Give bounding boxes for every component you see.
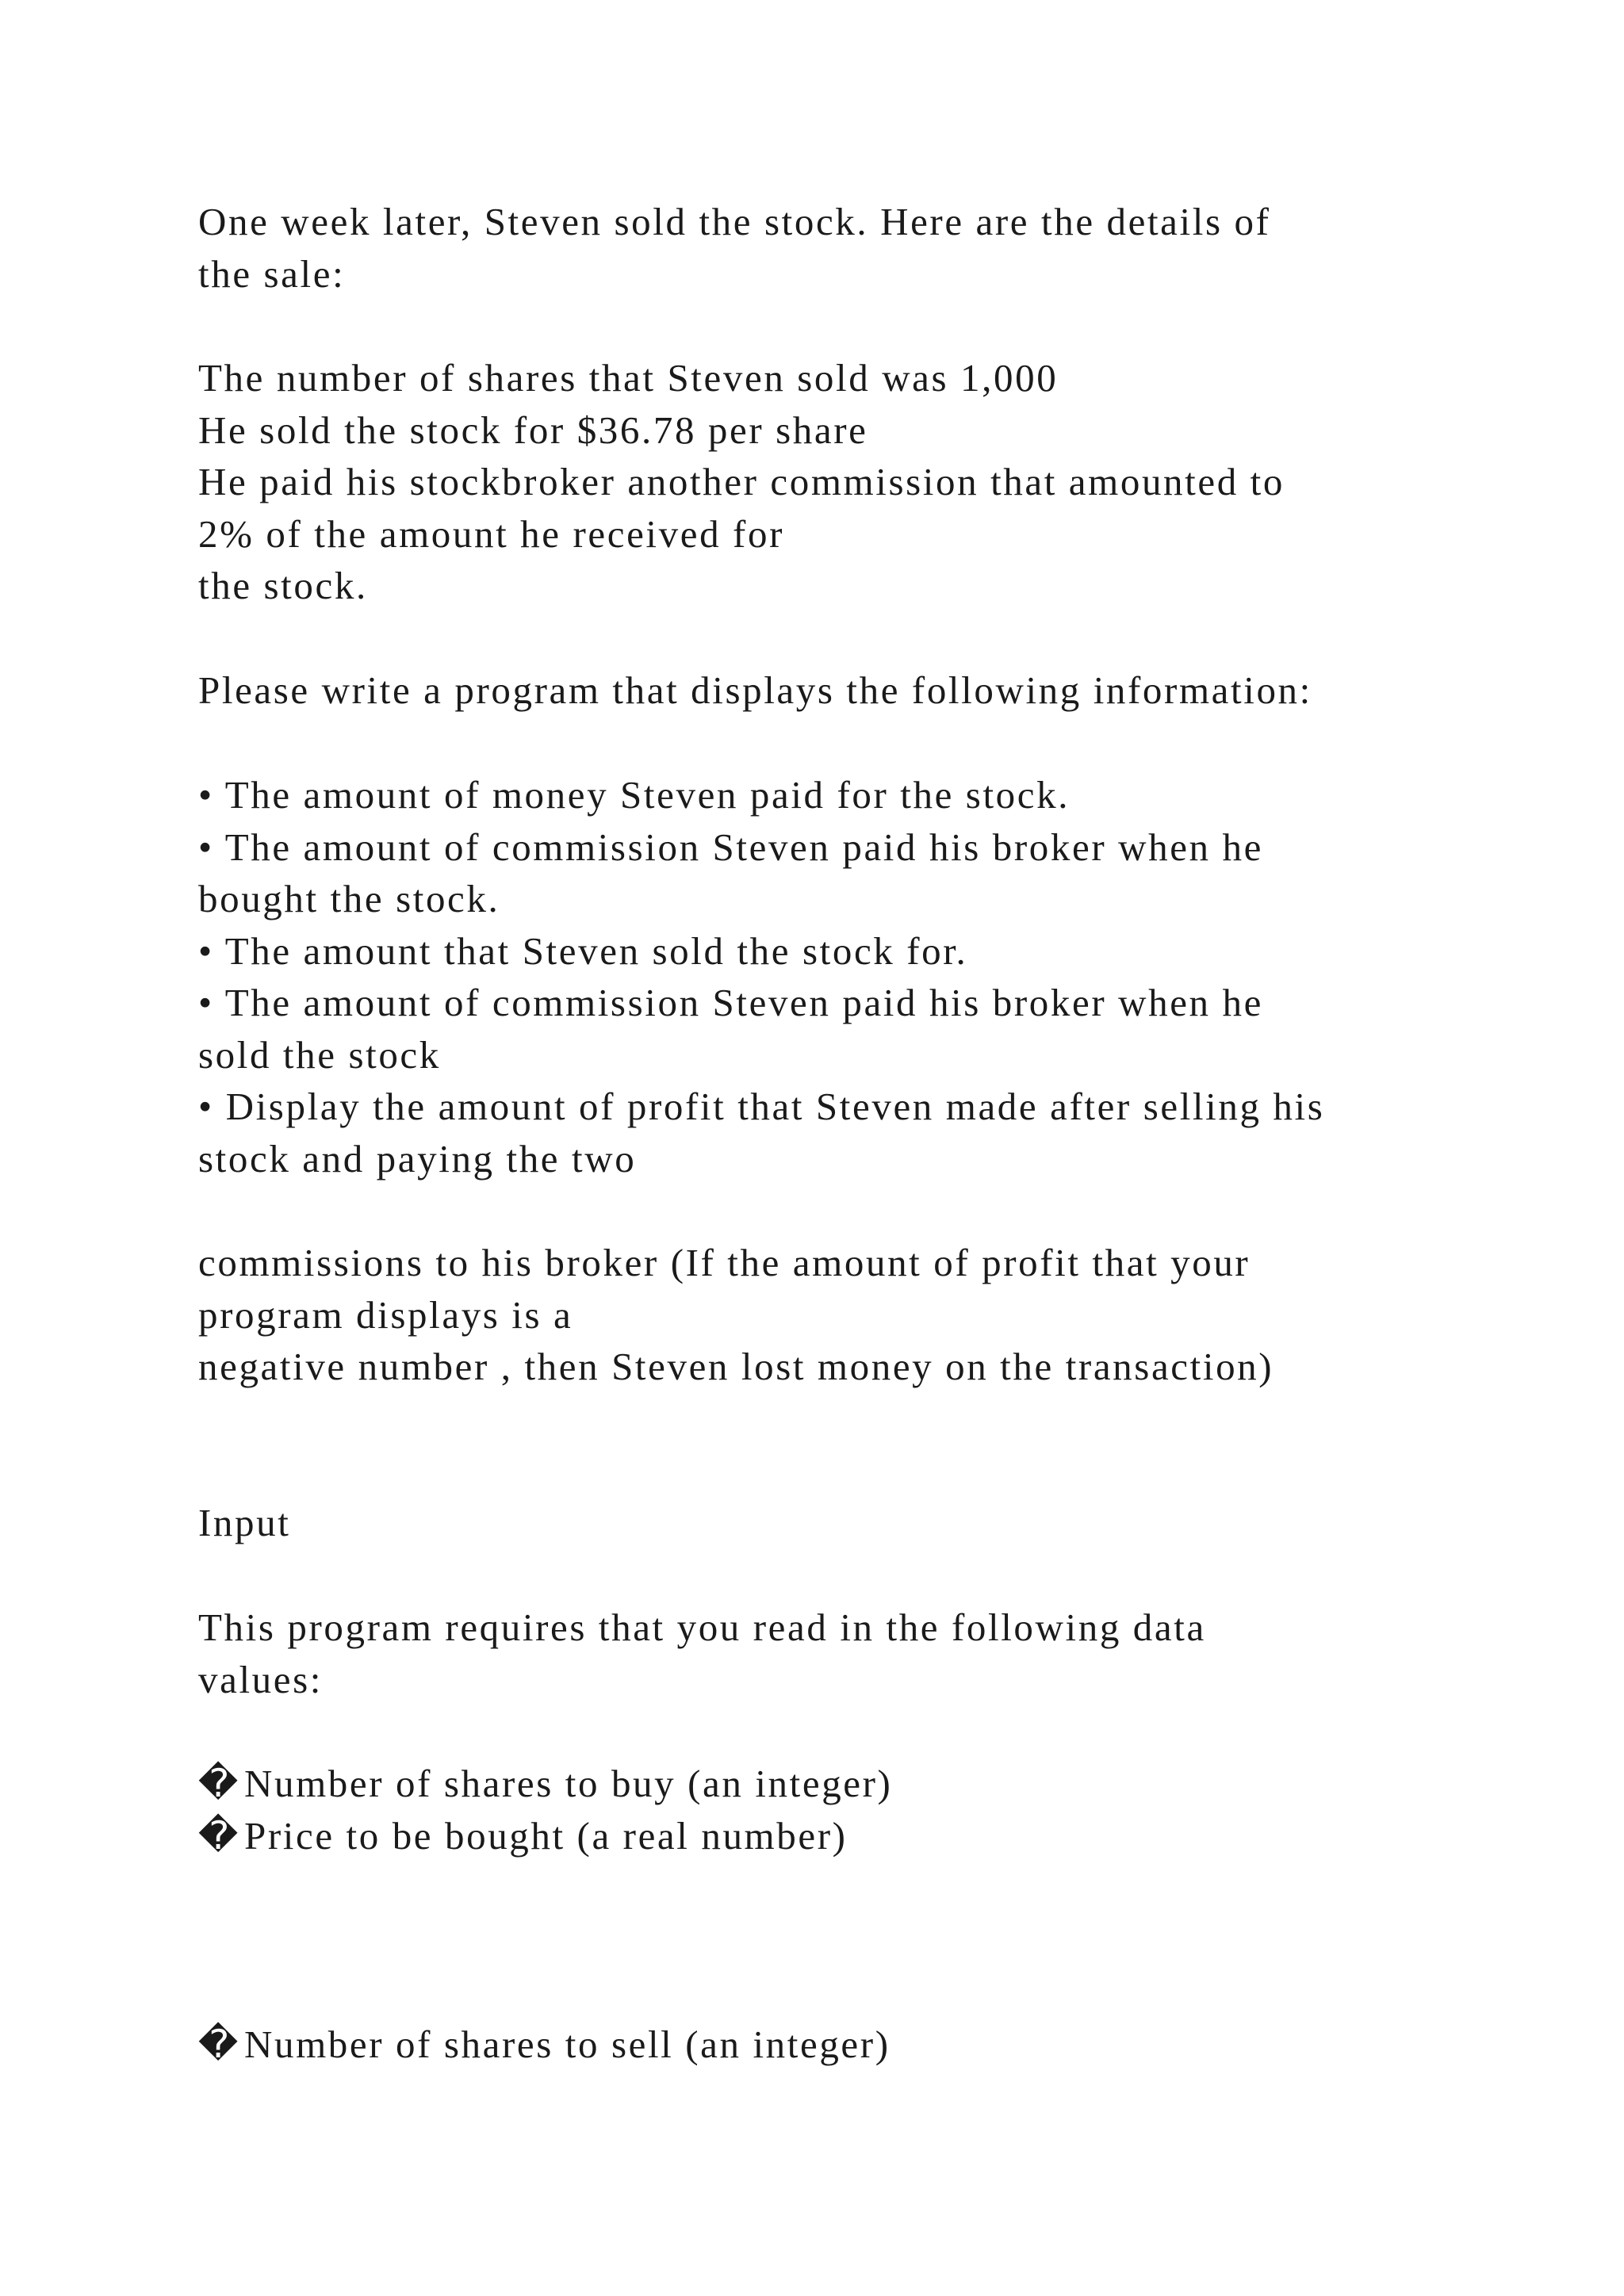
bullet-item: • The amount that Steven sold the stock for. [198, 928, 968, 973]
bullet-item: • Display the amount of profit that Steven made after selling his [198, 1085, 1325, 1128]
paragraph-request [198, 664, 1483, 717]
replacement-char-icon: � [198, 1761, 240, 1806]
input-list-continued [198, 2019, 1483, 2071]
input-item-text: Number of shares to buy (an integer) [244, 1762, 893, 1805]
text-line: the stock. [198, 564, 368, 607]
paragraph-sale-details [198, 352, 1483, 612]
text-line: the sale: [198, 251, 346, 296]
text-line: negative number , then Steven lost money on the transaction) [198, 1345, 1274, 1388]
bullet-item: • The amount of money Steven paid for the stock. [198, 773, 1071, 817]
text-line: This program requires that you read in the following data [198, 1605, 1206, 1649]
paragraph-commissions [198, 1237, 1483, 1393]
text-line: He sold the stock for $36.78 per share [198, 408, 868, 452]
replacement-char-icon: � [198, 1812, 240, 1858]
bullet-item: • The amount of commission Steven paid his broker when he [198, 825, 1263, 869]
text-line: One week later, Steven sold the stock. Here are the details of [198, 200, 1271, 243]
heading-text: Input [198, 1501, 291, 1544]
input-item [198, 1810, 1483, 1862]
text-line: commissions to his broker (If the amount of profit that your [198, 1241, 1251, 1284]
text-line: values: [198, 1657, 323, 1701]
paragraph-sale-intro [198, 196, 1483, 300]
input-item-text: Number of shares to sell (an integer) [244, 2022, 891, 2066]
text-line: Please write a program that displays the following information: [198, 668, 1312, 712]
text-line: program displays is a [198, 1292, 573, 1337]
bullet-item-continuation: stock and paying the two [198, 1136, 637, 1181]
input-item [198, 2019, 1483, 2071]
bullet-item: • The amount of commission Steven paid his broker when he [198, 981, 1263, 1024]
text-line: He paid his stockbroker another commission that amounted to [198, 460, 1285, 503]
paragraph-input-intro [198, 1601, 1483, 1705]
input-list [198, 1758, 1483, 1862]
bullet-list [198, 769, 1483, 1184]
input-item-text: Price to be bought (a real number) [244, 1813, 848, 1858]
bullet-item-continuation: bought the stock. [198, 877, 500, 920]
input-item [198, 1758, 1483, 1810]
heading-input [198, 1497, 1483, 1549]
text-line: The number of shares that Steven sold was 1,000 [198, 356, 1059, 400]
bullet-item-continuation: sold the stock [198, 1032, 441, 1077]
text-line: 2% of the amount he received for [198, 511, 784, 556]
replacement-char-icon: � [198, 2022, 240, 2067]
